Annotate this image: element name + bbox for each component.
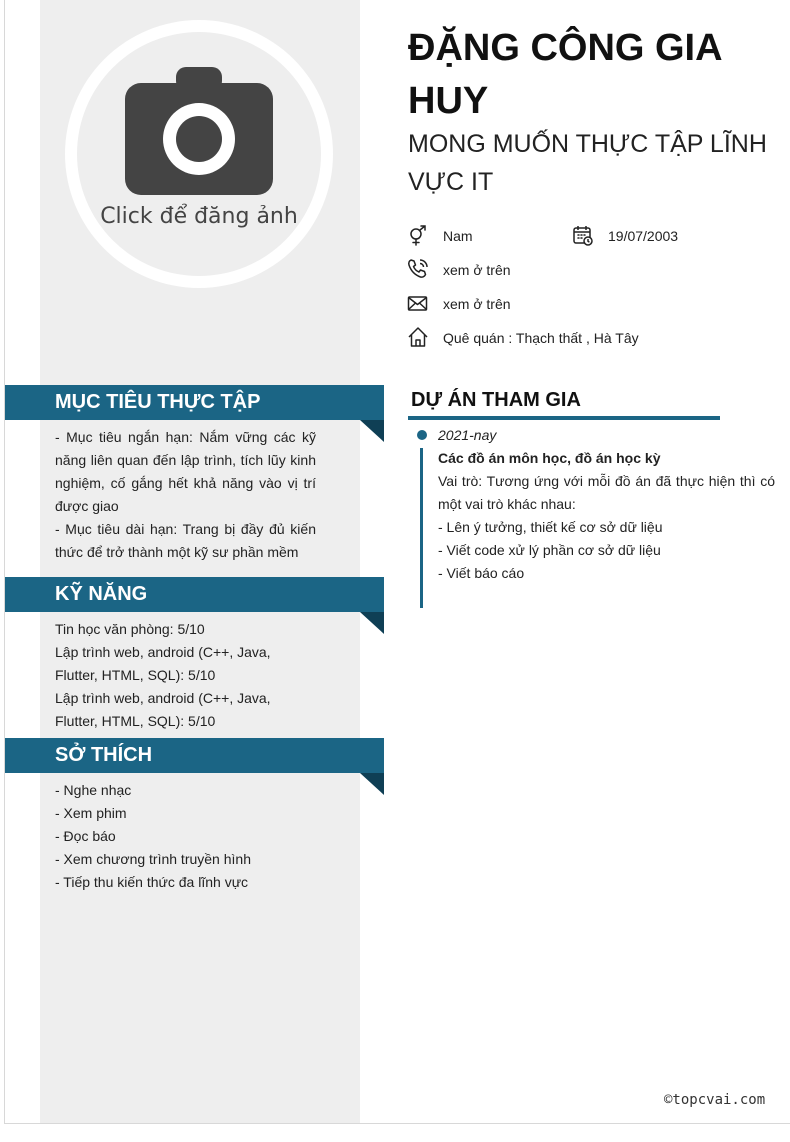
skills-list xyxy=(55,618,316,733)
gender-icon xyxy=(407,225,429,247)
skills-header xyxy=(5,577,384,612)
hobbies-header xyxy=(5,738,384,773)
skill-item: Tin học văn phòng: 5/10 xyxy=(55,621,205,637)
mail-icon xyxy=(407,293,429,315)
hobby-item: - Nghe nhạc xyxy=(55,782,132,798)
skills-title: KỸ NĂNG xyxy=(55,583,148,605)
email-value: xem ở trên xyxy=(443,296,511,312)
candidate-name: ĐẶNG CÔNG GIA HUY xyxy=(408,27,722,122)
objective-body xyxy=(55,426,316,564)
calendar-icon xyxy=(572,224,594,246)
hobbies-header-fold xyxy=(360,773,384,795)
watermark: ©topcvai.com xyxy=(664,1092,766,1108)
home-icon xyxy=(407,326,429,348)
project-line: - Lên ý tưởng, thiết kế cơ sở dữ liệu xyxy=(438,519,663,535)
desired-position: MONG MUỐN THỰC TẬP LĨNH VỰC IT xyxy=(408,130,767,196)
address-value: Quê quán : Thạch thất , Hà Tây xyxy=(443,330,639,346)
projects-title-rule xyxy=(408,416,720,420)
hobbies-list xyxy=(55,779,316,894)
project-line: - Viết code xử lý phần cơ sở dữ liệu xyxy=(438,542,661,558)
projects-title: DỰ ÁN THAM GIA xyxy=(411,389,581,411)
birthday-value: 19/07/2003 xyxy=(608,228,679,244)
hobby-item: - Tiếp thu kiến thức đa lĩnh vực xyxy=(55,874,249,890)
camera-icon xyxy=(124,66,274,196)
timeline-line xyxy=(420,448,423,608)
project-entry xyxy=(438,447,775,585)
skill-item: Lập trình web, android (C++, Java, Flutter, HTML, SQL): 5/10 xyxy=(55,690,271,729)
hobby-item: - Xem phim xyxy=(55,805,127,821)
objective-title: MỤC TIÊU THỰC TẬP xyxy=(55,391,261,413)
project-line: Vai trò: Tương ứng với mỗi đồ án đã thực hiện thì có một vai trò khác nhau: xyxy=(438,473,775,512)
hobby-item: - Đọc báo xyxy=(55,828,116,844)
objective-header xyxy=(5,385,384,420)
avatar-upload-label: Click để đăng ảnh xyxy=(100,204,298,229)
avatar-upload[interactable] xyxy=(65,20,333,288)
skill-item: Lập trình web, android (C++, Java, Flutter, HTML, SQL): 5/10 xyxy=(55,644,271,683)
objective-header-fold xyxy=(360,420,384,442)
skills-header-fold xyxy=(360,612,384,634)
hobbies-title: SỞ THÍCH xyxy=(55,744,153,766)
project-date: 2021-nay xyxy=(438,427,497,443)
project-name: Các đồ án môn học, đồ án học kỳ xyxy=(438,450,661,466)
timeline-dot xyxy=(417,430,427,440)
gender-value: Nam xyxy=(443,228,473,244)
phone-icon xyxy=(407,258,429,280)
phone-value: xem ở trên xyxy=(443,262,511,278)
objective-line: - Mục tiêu ngắn hạn: Nắm vững các kỹ năng liên quan đến lập trình, tích lũy kinh nghiệm, cố gắng hết khả năng vào vị trí được giao xyxy=(55,429,316,514)
objective-line: - Mục tiêu dài hạn: Trang bị đầy đủ kiến thức để trở thành một kỹ sư phần mềm xyxy=(55,521,316,560)
project-line: - Viết báo cáo xyxy=(438,565,525,581)
hobby-item: - Xem chương trình truyền hình xyxy=(55,851,251,867)
